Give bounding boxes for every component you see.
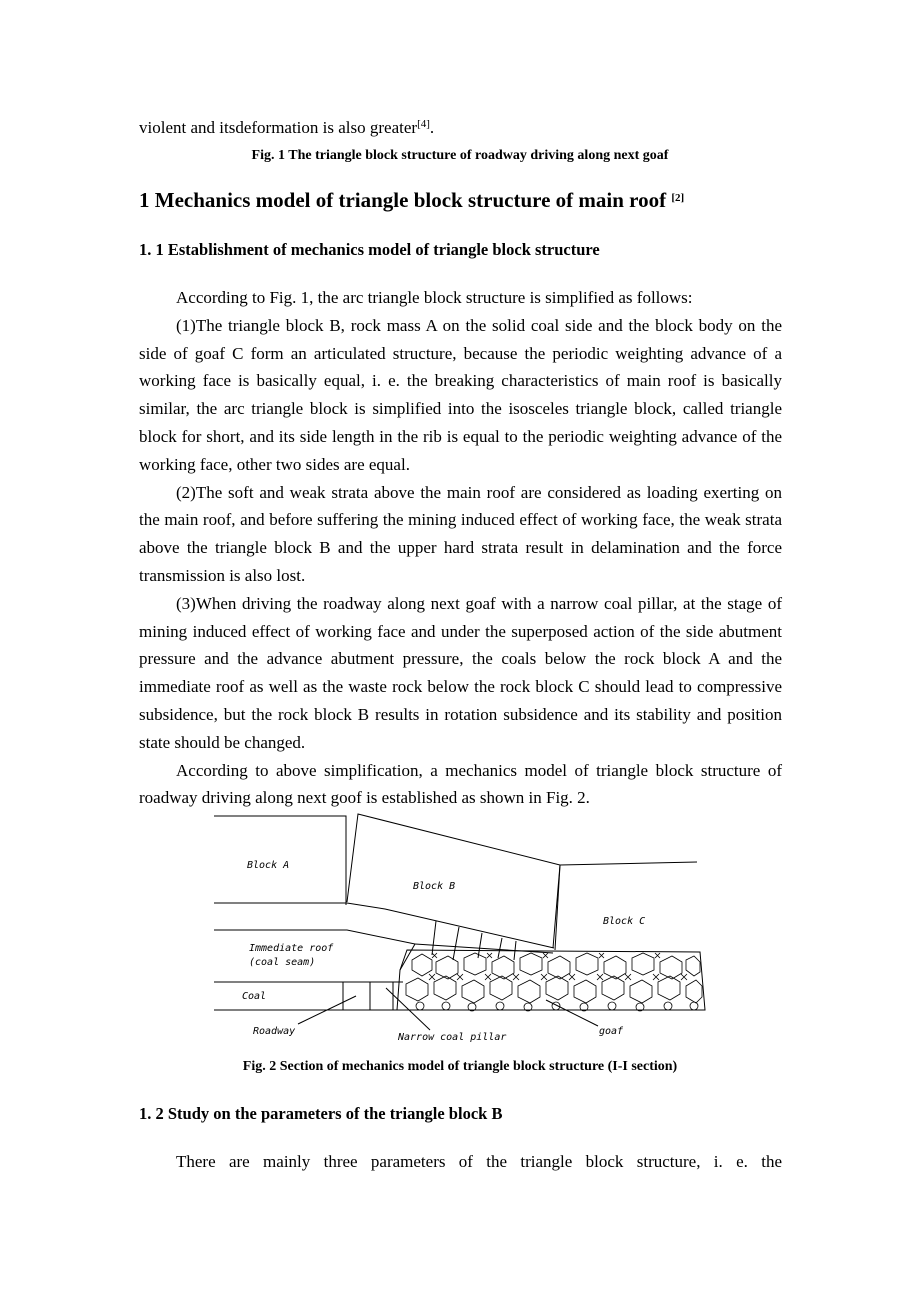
paragraph: (2)The soft and weak strata above the main roof are considered as loading exerting on the main roof, and before suffering the mining induced effect of working face, the weak strata above the triangle block B and the upper hard strata result in delamination and the force transmission is also lost. <box>139 482 782 585</box>
label-narrow-pillar: Narrow coal pillar <box>398 1032 507 1043</box>
paragraph: (3)When driving the roadway along next goaf with a narrow coal pillar, at the stage of mining induced effect of working face and under the superposed action of the side abutment pressure and the advance abutment pressure, the coals below the rock block A and the immediate roof as well as the waste rock below the rock block C should lead to compressive subsidence, but the rock block B results in rotation subsidence and its stability and position state should be changed. <box>139 593 782 752</box>
fig2-diagram <box>210 810 710 1050</box>
section1-title <box>139 188 782 213</box>
section1-title-text: 1 Mechanics model of triangle block structure of main roof <box>139 188 672 212</box>
label-block-c: Block C <box>603 916 646 927</box>
intro-period: . <box>429 118 435 137</box>
goaf-leader <box>546 1000 598 1026</box>
block-c-left <box>555 865 560 950</box>
label-roadway: Roadway <box>253 1026 296 1037</box>
label-immediate-roof: Immediate roof <box>249 943 334 954</box>
immediate-roof-line <box>214 930 415 944</box>
main-roof-line <box>214 903 554 948</box>
goaf-rubble <box>406 953 702 1011</box>
roof-crack <box>400 944 415 970</box>
paragraph: There are mainly three parameters of the triangle block structure, i. e. the <box>176 1152 782 1171</box>
fig2-caption: Fig. 2 Section of mechanics model of triangle block structure (I-I section) <box>242 1059 678 1074</box>
intro-line <box>139 114 782 142</box>
intro-citation: [4] <box>417 118 430 130</box>
section1-citation: [2] <box>671 192 685 204</box>
block-c-top <box>560 862 697 865</box>
fig1-caption: Fig. 1 The triangle block structure of roadway driving along next goaf <box>251 148 669 163</box>
label-goaf: goaf <box>599 1026 624 1037</box>
last-paragraph-wrap <box>139 1148 782 1176</box>
roof-lower-edge <box>415 944 553 953</box>
label-block-a: Block A <box>247 860 290 871</box>
intro-text: violent and itsdeformation is also greater <box>139 118 418 137</box>
paragraph: (1)The triangle block B, rock mass A on the solid coal side and the block body on the side of goaf C form an articulated structure, because the periodic weighting advance of a working face is basically equal, i. e. the breaking characteristics of main roof is basically similar, the arc triangle block is simplified into the isosceles triangle block, called triangle block for short, and its side length in the rib is equal to the periodic weighting advance of the working face, other two sides are equal. <box>139 315 782 474</box>
roof-crack <box>498 938 502 958</box>
label-coal-seam: (coal seam) <box>249 957 316 968</box>
subsection-1-1-title: 1. 1 Establishment of mechanics model of triangle block structure <box>139 240 600 259</box>
roof-crack <box>453 927 459 960</box>
roadway-outline <box>343 982 393 1010</box>
subsection-1-2-title: 1. 2 Study on the parameters of the triangle block B <box>139 1104 503 1123</box>
paragraph: According to Fig. 1, the arc triangle block structure is simplified as follows: <box>176 288 693 307</box>
paragraph: According to above simplification, a mechanics model of triangle block structure of roadway driving along next goof is established as shown in Fig. 2. <box>139 760 782 808</box>
body-paragraphs <box>139 284 782 812</box>
label-block-b: Block B <box>413 881 456 892</box>
label-coal: Coal <box>242 991 267 1002</box>
